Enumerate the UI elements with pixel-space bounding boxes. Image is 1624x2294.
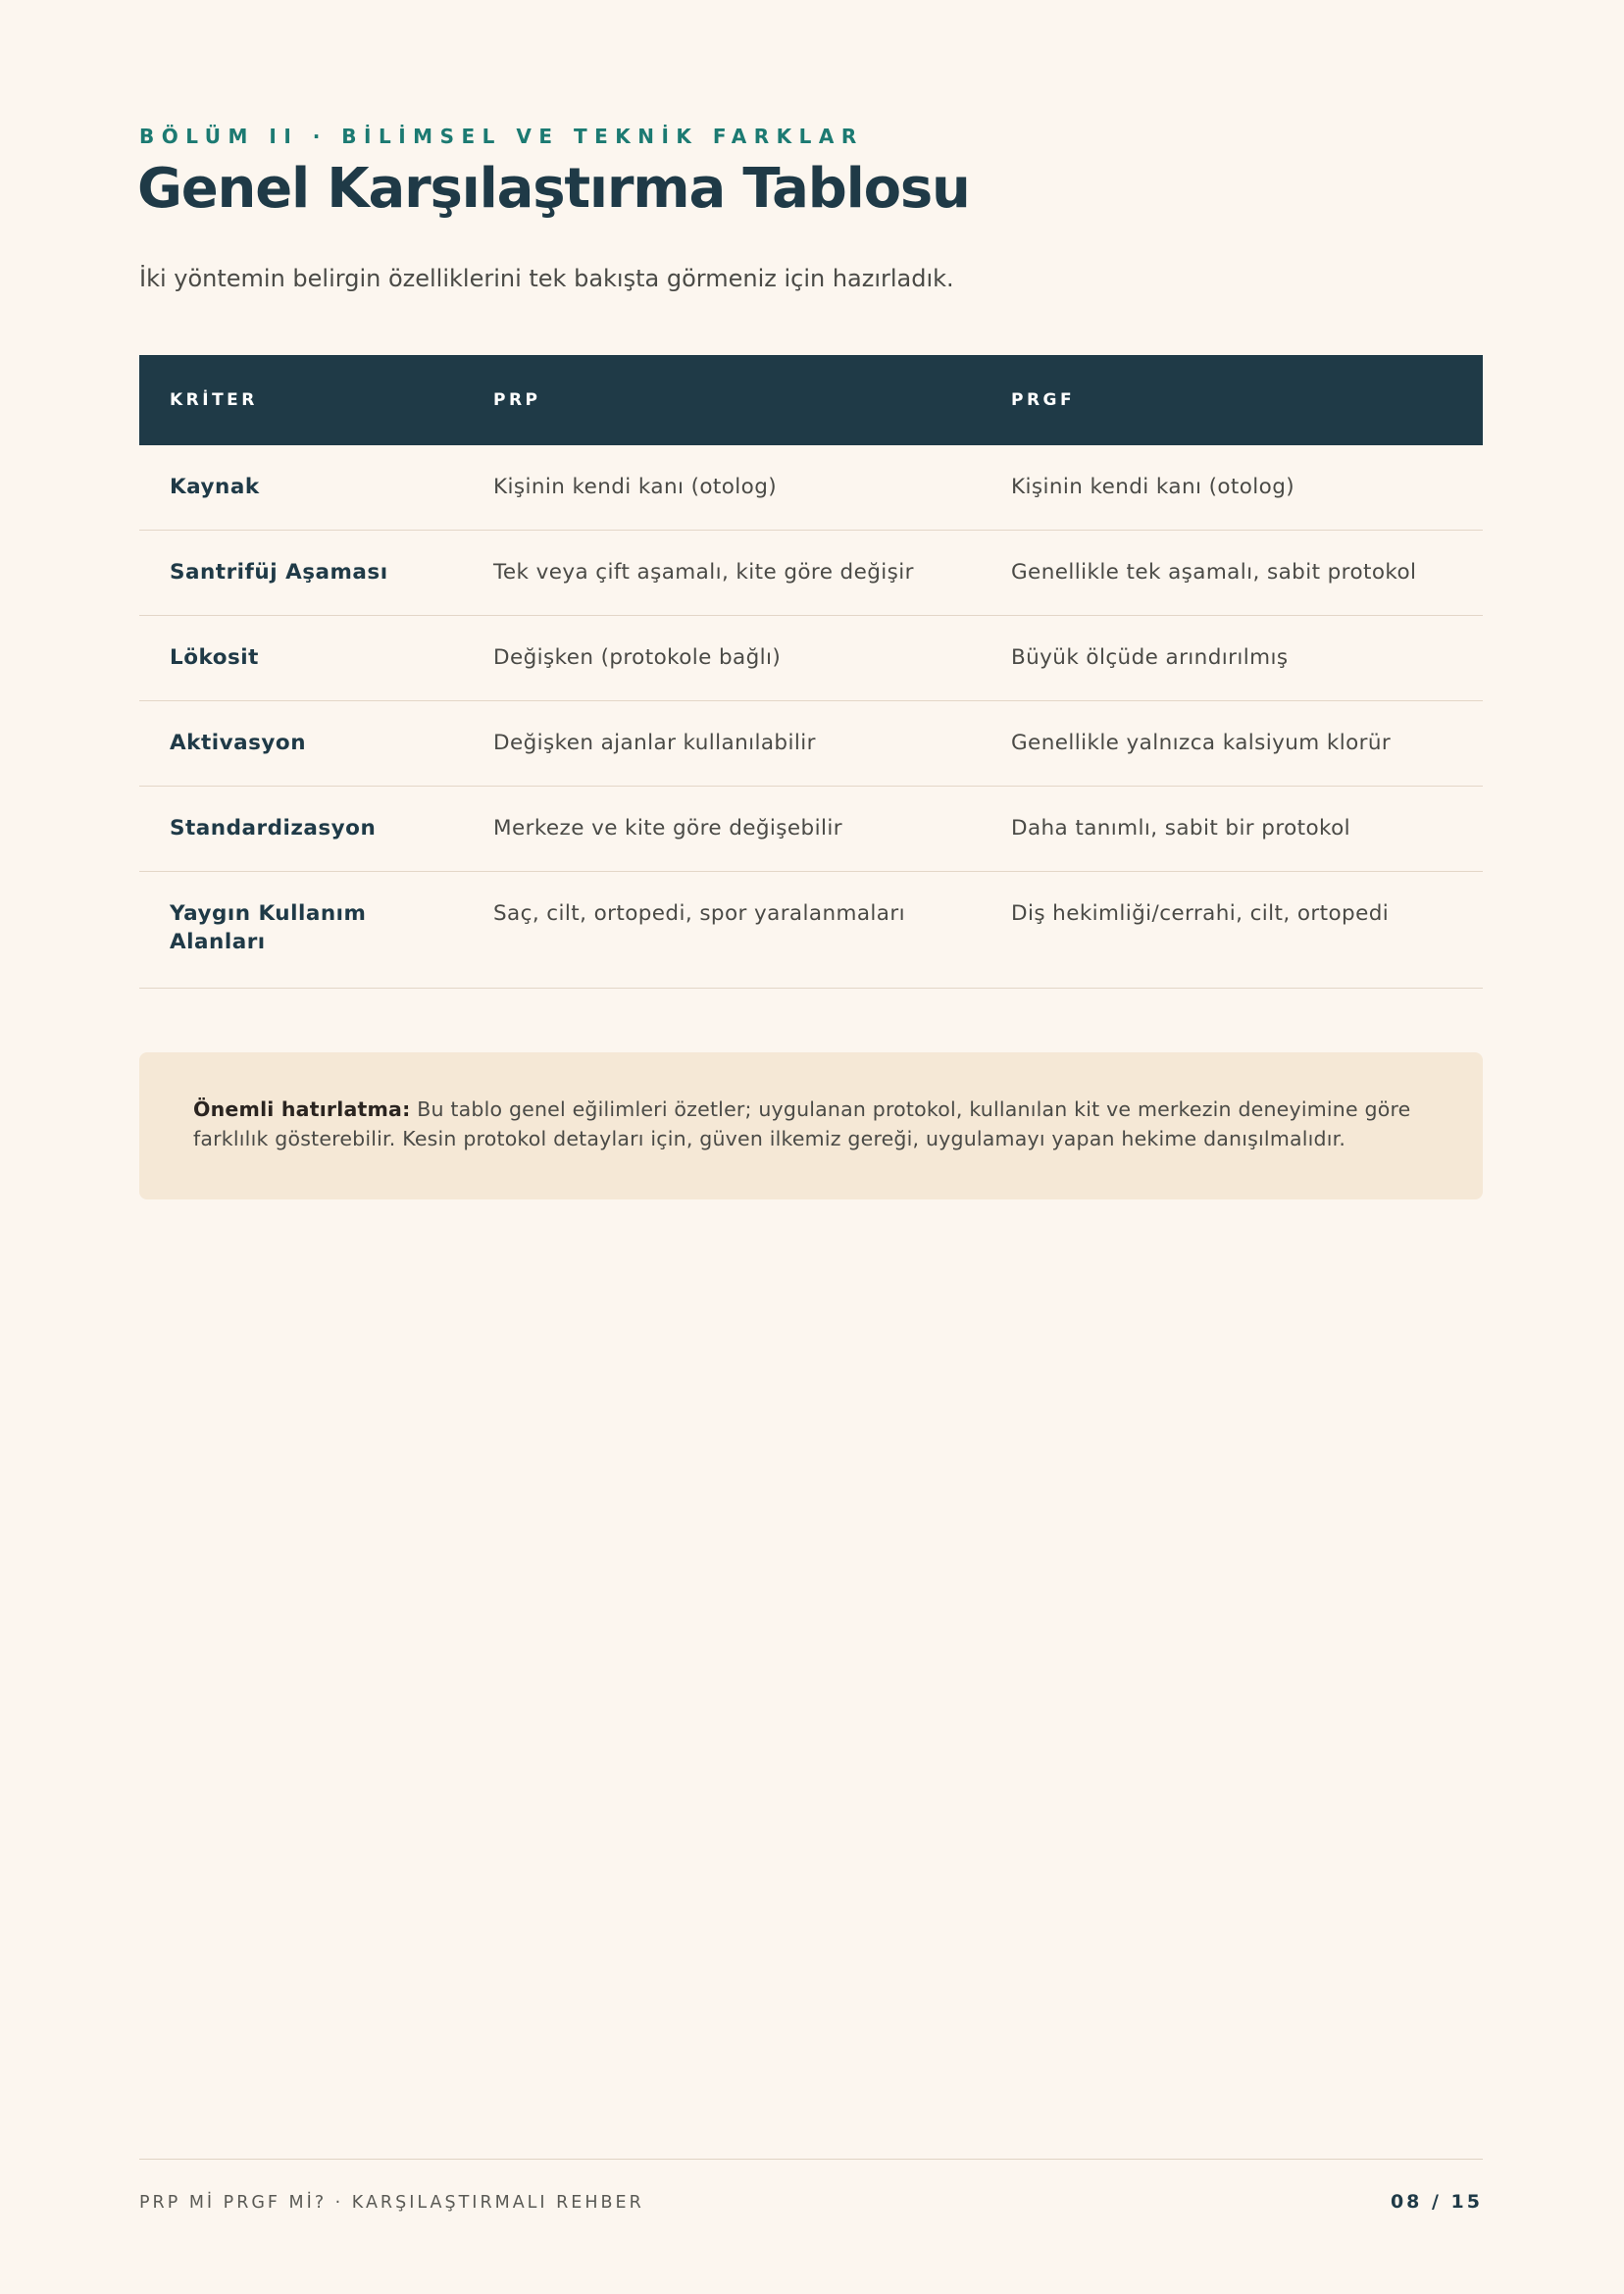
reminder-callout [139,1052,1483,1199]
table-row [139,531,1483,616]
prgf-cell: Daha tanımlı, sabit bir protokol [981,787,1483,872]
criterion-cell: Lökosit [139,616,463,701]
prgf-cell: Büyük ölçüde arındırılmış [981,616,1483,701]
prgf-cell: Kişinin kendi kanı (otolog) [981,445,1483,531]
criterion-cell: Kaynak [139,445,463,531]
column-header-prgf: PRGF [981,355,1483,445]
comparison-table [139,355,1483,989]
table-body [139,445,1483,989]
prp-cell: Merkeze ve kite göre değişebilir [463,787,981,872]
page-title: Genel Karşılaştırma Tablosu [137,157,970,221]
reminder-text: Bu tablo genel eğilimleri özetler; uygulanan protokol, kullanılan kit ve merkezin deneyimine göre farklılık gösterebilir. Kesin protokol detayları için, güven ilkemiz gereği, uygulamayı yapan hekime danışılmalıdır. [193,1097,1411,1150]
prp-cell: Değişken ajanlar kullanılabilir [463,701,981,787]
section-eyebrow: BÖLÜM II · BİLİMSEL VE TEKNİK FARKLAR [139,125,864,148]
prgf-cell: Genellikle tek aşamalı, sabit protokol [981,531,1483,616]
table-row [139,445,1483,531]
reminder-lead: Önemli hatırlatma: [193,1097,411,1121]
page-subtitle: İki yöntemin belirgin özelliklerini tek bakışta görmeniz için hazırladık. [139,265,954,292]
table-row [139,787,1483,872]
table-header [139,355,1483,445]
prp-cell: Değişken (protokole bağlı) [463,616,981,701]
criterion-cell: Santrifüj Aşaması [139,531,463,616]
table-row [139,701,1483,787]
footer-divider [139,2159,1483,2160]
footer-document-title: PRP Mİ PRGF Mİ? · KARŞILAŞTIRMALI REHBER [139,2193,644,2213]
prgf-cell: Diş hekimliği/cerrahi, cilt, ortopedi [981,872,1483,989]
prp-cell: Tek veya çift aşamalı, kite göre değişir [463,531,981,616]
table-header-row [139,355,1483,445]
column-header-prp: PRP [463,355,981,445]
criterion-cell: Standardizasyon [139,787,463,872]
prp-cell: Kişinin kendi kanı (otolog) [463,445,981,531]
criterion-cell: Yaygın Kullanım Alanları [139,872,463,989]
page-number: 08 / 15 [1390,2191,1483,2213]
prgf-cell: Genellikle yalnızca kalsiyum klorür [981,701,1483,787]
table-row [139,872,1483,989]
column-header-criterion: KRİTER [139,355,463,445]
prp-cell: Saç, cilt, ortopedi, spor yaralanmaları [463,872,981,989]
document-page [139,0,1483,2294]
criterion-cell: Aktivasyon [139,701,463,787]
table-row [139,616,1483,701]
